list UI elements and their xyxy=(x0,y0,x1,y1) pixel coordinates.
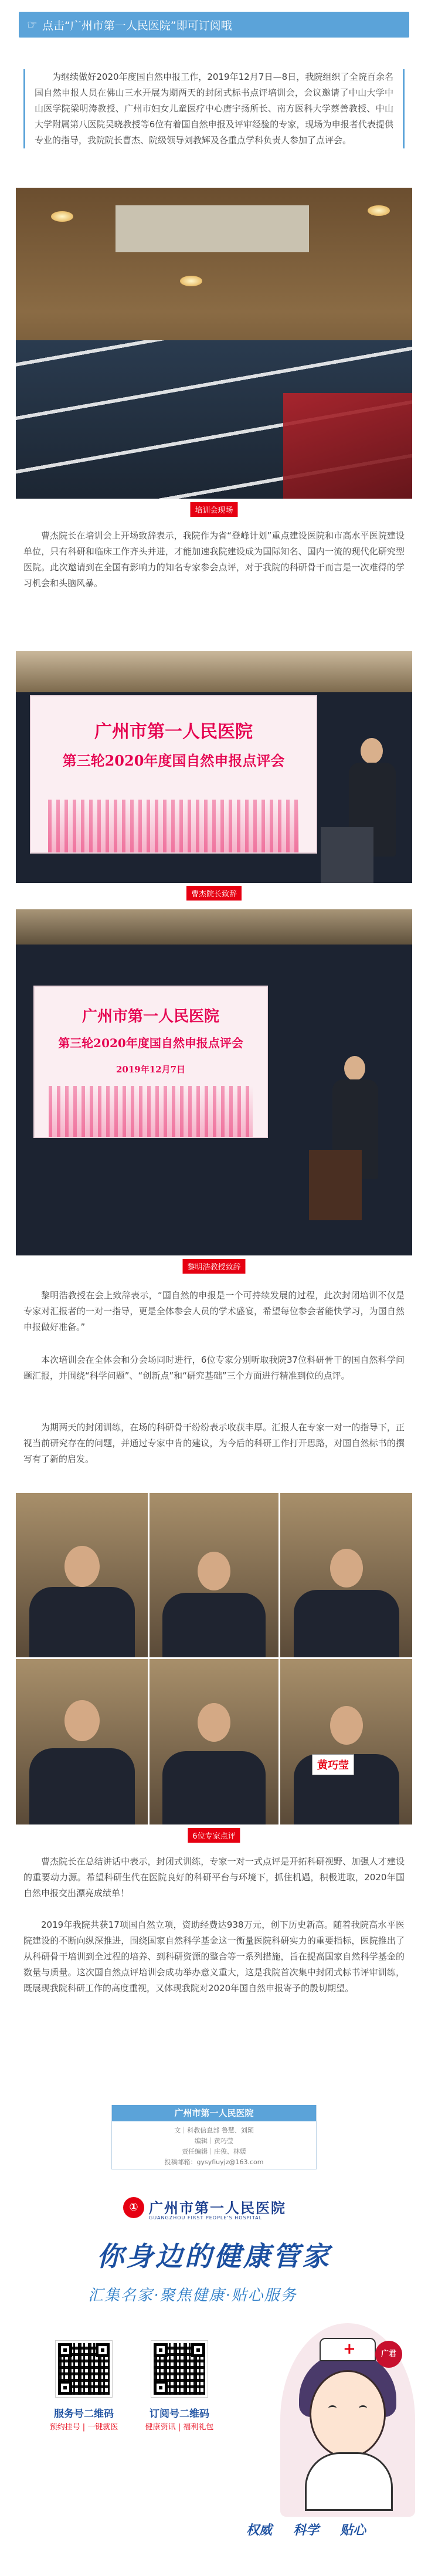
pointing-hand-icon: ☞ xyxy=(27,18,38,32)
tagline-science: 科学 xyxy=(293,2523,320,2538)
expert-head xyxy=(198,1703,230,1742)
nurse-body xyxy=(305,2452,393,2511)
hospital-name-en: GUANGZHOU FIRST PEOPLE'S HOSPITAL xyxy=(149,2215,263,2220)
expert-body xyxy=(162,1593,266,1657)
expert-head xyxy=(330,1549,363,1587)
paragraph-president-speech: 曹杰院长在培训会上开场致辞表示，我院作为省“登峰计划”重点建设医院和市高水平医院建设单位，只有科研和临床工作齐头并进，才能加速我院建设成为国际知名、国内一流的现代化研究型医院。此次邀请到在全国有影响力的知名专家参会点评，对于我院的科研骨干而言是一次难得的学习机会和头脑风暴。 xyxy=(23,530,405,588)
paragraph-session-format: 本次培训会在全体会和分会场同时进行，6位专家分别听取我院37位科研骨干的国自然科学问题汇报，并围绕“科学问题”、“创新点”和“研究基础”三个方面进行精准到位的点评。 xyxy=(23,1355,405,1381)
ceiling xyxy=(16,651,412,692)
expert-head xyxy=(64,1546,100,1587)
screen-title: 广州市第一人民医院 xyxy=(81,1008,219,1025)
collage-cell xyxy=(150,1659,278,1824)
qr-code-subscription[interactable] xyxy=(151,2341,208,2397)
nurse-eye xyxy=(328,2405,337,2411)
qr-service-sub: 预约挂号 | 一键就医 xyxy=(49,2423,118,2432)
seal-badge: 广君 xyxy=(375,2341,402,2368)
subscribe-banner[interactable] xyxy=(19,12,409,38)
lectern xyxy=(321,827,373,883)
collage-cell xyxy=(16,1659,148,1824)
paragraph-outcome: 为期两天的封闭训练，在场的科研骨干纷纷表示收获丰厚。汇报人在专家一对一的指导下，正视当前研究存在的问题，并通过专家中肯的建议，为今后的科研工作打开思路，对国自然标书的撰写有了新的启发。 xyxy=(23,1422,405,1464)
screen-title: 广州市第一人民医院 xyxy=(94,722,253,742)
screen-subtitle: 第三轮2020年度国自然申报点评会 xyxy=(62,752,285,769)
ceiling xyxy=(16,909,412,945)
photo-president-speech xyxy=(16,651,412,883)
qr-subscription-sub: 健康资讯 | 福利礼包 xyxy=(145,2423,214,2432)
expert-head xyxy=(64,1700,100,1741)
intro-paragraph: 为继续做好2020年度国自然申报工作，2019年12月7日—8日，我院组织了全院百余名国自然申报人员在佛山三水开展为期两天的封闭式标书点评培训会，会议邀请了中山大学中山医学院梁明涛教授、广州市妇女儿童医疗中心唐宇扬所长、南方医科大学蔡善教授、中山大学附属第八医院吴晓教授等6位有着国自然申报及评审经验的专家，现场为申报者代表提供专业的指导，我院院长曹杰、院级领导刘教辉及各重点学科负责人参加了点评会。 xyxy=(23,69,405,148)
expert-head xyxy=(330,1706,363,1745)
screen-subtitle: 第三轮2020年度国自然申报点评会 xyxy=(58,1036,243,1050)
credit-editor: 编辑｜黄巧莹 xyxy=(195,2137,233,2145)
expert-body xyxy=(29,1748,135,1824)
projection-screen xyxy=(33,986,268,1138)
ceiling-light xyxy=(51,211,73,222)
expert-body xyxy=(29,1587,135,1657)
stage-backdrop xyxy=(116,205,309,252)
hospital-name: 广州市第一人民医院 xyxy=(149,2200,286,2216)
qr-subscription-label: 订阅号二维码 xyxy=(150,2408,209,2420)
photo-caption: 黎明浩教授致辞 xyxy=(182,1259,245,1274)
qr-code-service[interactable] xyxy=(56,2341,112,2397)
credits-title: 广州市第一人民医院 xyxy=(112,2105,316,2121)
credits-box xyxy=(111,2105,317,2169)
paragraph-professor-speech: 黎明浩教授在会上致辞表示，“国自然的申报是一个可持续发展的过程，此次封闭培训不仅是专家对汇报者的一对一指导，更是全体参会人员的学术盛宴，希望每位参会者能快学习，为国自然申报做好准备。” xyxy=(23,1290,405,1332)
collage-cell xyxy=(280,1493,412,1657)
photo-professor-speech xyxy=(16,909,412,1255)
collage-cell xyxy=(280,1659,412,1824)
expert-head xyxy=(198,1552,230,1590)
nurse-face xyxy=(310,2370,386,2458)
ceiling-light xyxy=(180,276,202,286)
speaker-head xyxy=(344,1056,365,1081)
photo-training-venue xyxy=(16,188,412,499)
paragraph-achievements: 2019年我院共获17项国自然立项，资助经费达938万元，创下历史新高。随着我院高水平医院建设的不断向纵深推进，围绕国家自然科学基金这一衡量医院科研实力的重要指标，医院推出了从科研骨干培训到全过程的培养、到科研资源的整合等一系列措施，旨在提高国家自然科学基金的数量与质量。这次国自然点评培训会成功举办意义重大，这是我院首次集中封闭式标书评审训练，既展现我院科研工作的高度重视，又体现我院对2020年国自然申报寄予的殷切期望。 xyxy=(23,1920,405,1993)
slogan-main: 你身边的健康管家 xyxy=(97,2240,331,2272)
nurse-cap-icon xyxy=(320,2338,376,2361)
subscribe-text: 点击“广州市第一人民医院”即可订阅哦 xyxy=(42,19,232,32)
photo-caption: 培训会现场 xyxy=(190,502,237,517)
credit-email[interactable]: 投稿邮箱：gysyfiuyjz@163.com xyxy=(164,2158,264,2166)
photo-caption: 曹杰院长致辞 xyxy=(186,886,242,901)
red-carpet xyxy=(283,393,412,499)
screen-date: 2019年12月7日 xyxy=(116,1064,186,1075)
speaker-head xyxy=(361,738,383,764)
name-tag: 黄巧莹 xyxy=(312,1754,354,1775)
credit-author: 文｜科教信息部 鲁慧、刘颖 xyxy=(174,2127,254,2134)
expert-body xyxy=(294,1590,399,1657)
screen-skyline xyxy=(48,800,299,852)
projection-screen xyxy=(30,695,317,854)
screen-skyline xyxy=(49,1086,253,1137)
credit-chief-editor: 责任编辑｜庄俊、林媛 xyxy=(182,2148,246,2155)
photo-collage-experts xyxy=(16,1493,412,1824)
ceiling-light xyxy=(368,205,390,216)
qr-service-label: 服务号二维码 xyxy=(54,2408,114,2420)
paragraph-closing-remarks: 曹杰院长在总结讲话中表示，封闭式训练，专家一对一式点评是开拓科研视野、加强人才建设的重要动力源。希望科研生代在医院良好的科研平台与环境下，抓住机遇，积极进取，2020年国自然申报交出漂亮成绩单！ xyxy=(23,1856,405,1898)
collage-cell xyxy=(150,1493,278,1657)
photo-caption: 6位专家点评 xyxy=(188,1828,240,1843)
tagline-caring: 贴心 xyxy=(340,2523,366,2538)
tagline-authority: 权威 xyxy=(246,2523,273,2538)
nurse-eye xyxy=(359,2405,367,2411)
expert-body xyxy=(162,1751,266,1824)
lectern xyxy=(309,1150,362,1220)
hospital-logo-icon: ① xyxy=(123,2197,144,2218)
slogan-sub: 汇集名家·聚焦健康·贴心服务 xyxy=(88,2287,297,2304)
collage-cell xyxy=(16,1493,148,1657)
